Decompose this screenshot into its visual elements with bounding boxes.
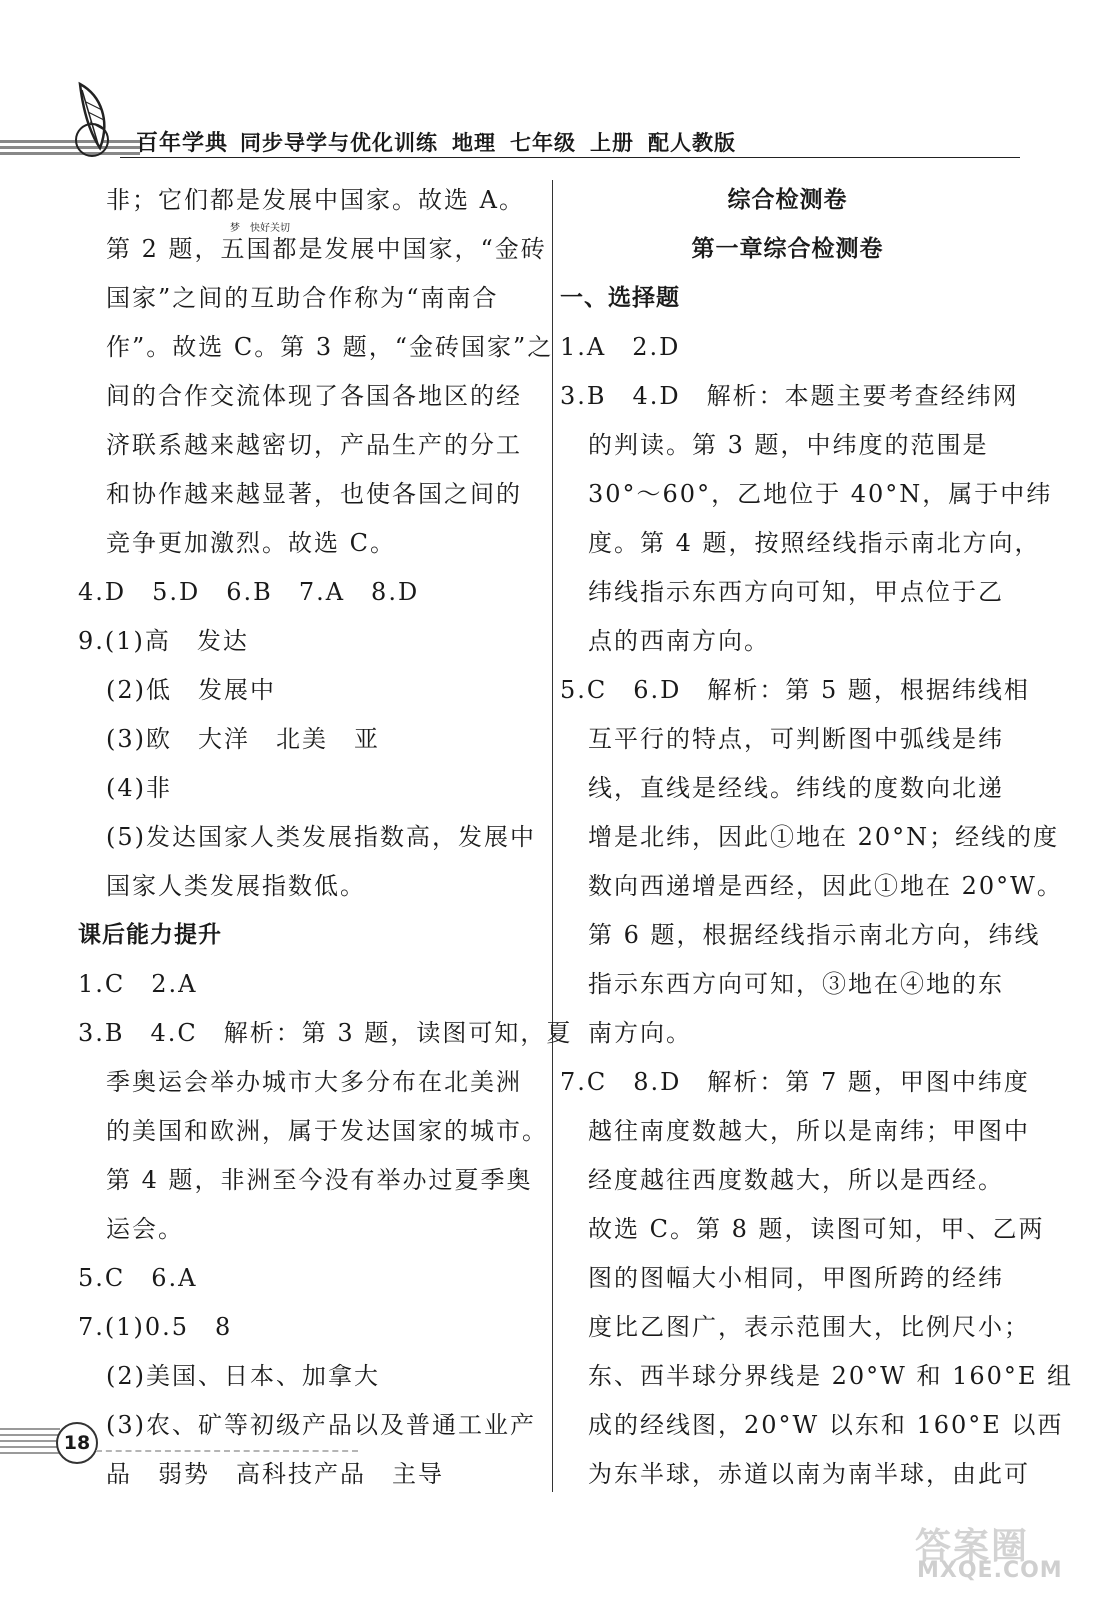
right-column-text-line: 第一章综合检测卷 — [691, 236, 884, 262]
watermark-logo: 答案圈 — [915, 1526, 1030, 1567]
quill-icon — [62, 82, 122, 160]
right-column-text-line: 南方向。 — [588, 1019, 692, 1047]
column-divider — [552, 180, 553, 1492]
right-column-text-line: 5.C 6.D 解析：第 5 题，根据纬线相 — [560, 676, 1030, 704]
left-column-text-line: 竞争更加激烈。故选 C。 — [106, 529, 396, 557]
right-column-text-line: 一、选择题 — [560, 285, 680, 311]
left-column-text-line: 非；它们都是发展中国家。故选 A。 — [106, 186, 525, 214]
header-subtitle: 同步导学与优化训练 — [240, 131, 439, 155]
left-column-text-line: 5.C 6.A — [78, 1264, 198, 1292]
right-column-text-line: 纬线指示东西方向可知，甲点位于乙 — [588, 578, 1004, 606]
right-column-text-line: 第 6 题，根据经线指示南北方向，纬线 — [588, 921, 1041, 949]
page-footer — [0, 1418, 1106, 1488]
left-column-text-line: (4)非 — [106, 774, 172, 802]
right-column — [560, 176, 1074, 1499]
header-volume: 上册 — [590, 131, 635, 155]
right-column-text-line: 1.A 2.D — [560, 333, 681, 361]
left-column-text-line: 国家”之间的互助合作称为“南南合 — [106, 284, 499, 312]
right-column-text-line: 东、西半球分界线是 20°W 和 160°E 组 — [588, 1362, 1074, 1390]
left-column-text-line: 9.(1)高 发达 — [78, 627, 249, 655]
footer-stripes — [0, 1428, 60, 1458]
left-column-text-line: (2)低 发展中 — [106, 676, 276, 704]
right-column-text-line: 为东半球，赤道以南为南半球，由此可 — [588, 1460, 1030, 1488]
left-column-text-line: (3)欧 大洋 北美 亚 — [106, 725, 380, 753]
right-column-text-line: 互平行的特点，可判断图中弧线是纬 — [588, 725, 1004, 753]
right-column-text-line: 经度越往西度数越大，所以是西经。 — [588, 1166, 1004, 1194]
left-column-text-line: 7.(1)0.5 8 — [78, 1313, 233, 1341]
header-brand: 百年学典 — [136, 131, 229, 156]
left-column-text-line: 作”。故选 C。第 3 题，“金砖国家”之 — [106, 333, 554, 361]
right-column-text-line: 图的图幅大小相同，甲图所跨的经纬 — [588, 1264, 1004, 1292]
page-number: 18 — [56, 1422, 98, 1464]
right-column-text-line: 线，直线是经线。纬线的度数向北递 — [588, 774, 1004, 802]
right-column-text-line: 数向西递增是西经，因此①地在 20°W。 — [588, 872, 1063, 900]
right-column-text-line: 指示东西方向可知，③地在④地的东 — [588, 970, 1004, 998]
left-column-text-line: 第 4 题，非洲至今没有举办过夏季奥 — [106, 1166, 533, 1194]
handwritten-annotation: 梦 快好关切 — [230, 223, 290, 234]
left-column-text-line: 课后能力提升 — [78, 922, 222, 948]
left-column-text-line: 品 弱势 高科技产品 主导 — [106, 1460, 444, 1488]
right-column-text-line: 7.C 8.D 解析：第 7 题，甲图中纬度 — [560, 1068, 1030, 1096]
right-column-text-line: 度。第 4 题，按照经线指示南北方向， — [588, 529, 1041, 557]
left-column — [78, 176, 573, 1499]
header-rule — [120, 157, 1020, 158]
header-subject: 地理 — [452, 131, 497, 155]
right-column-text-line: 30°～60°，乙地位于 40°N，属于中纬 — [588, 480, 1053, 508]
left-column-text-line: 和协作越来越显著，也使各国之间的 — [106, 480, 522, 508]
left-column-text-line: 国家人类发展指数低。 — [106, 872, 366, 900]
right-column-text-line: 点的西南方向。 — [588, 627, 770, 655]
left-column-text-line: 4.D 5.D 6.B 7.A 8.D — [78, 578, 420, 606]
watermark — [905, 1518, 1085, 1588]
right-column-text-line: 的判读。第 3 题，中纬度的范围是 — [588, 431, 989, 459]
right-column-text-line: 故选 C。第 8 题，读图可知，甲、乙两 — [588, 1215, 1045, 1243]
left-column-text-line: 的美国和欧洲，属于发达国家的城市。 — [106, 1117, 548, 1145]
left-column-text-line: 3.B 4.C 解析：第 3 题，读图可知，夏 — [78, 1019, 573, 1047]
left-column-text-line: 运会。 — [106, 1215, 184, 1243]
left-column-text-line: 济联系越来越密切，产品生产的分工 — [106, 431, 522, 459]
left-column-text-line: 季奥运会举办城市大多分布在北美洲 — [106, 1068, 522, 1096]
left-column-text-line: 第 2 题，五国都是发展中国家，“金砖 — [106, 235, 547, 263]
header-edition: 配人教版 — [648, 131, 737, 155]
left-column-text-line: 1.C 2.A — [78, 970, 198, 998]
right-column-text-line: 度比乙图广，表示范围大，比例尺小； — [588, 1313, 1030, 1341]
header-grade: 七年级 — [510, 131, 577, 155]
right-column-text-line: 3.B 4.D 解析：本题主要考查经纬网 — [560, 382, 1019, 410]
left-column-text-line: 间的合作交流体现了各国各地区的经 — [106, 382, 522, 410]
left-column-text-line: (2)美国、日本、加拿大 — [106, 1362, 380, 1390]
left-column-text-line: (5)发达国家人类发展指数高，发展中 — [106, 823, 536, 851]
right-column-text-line: 增是北纬，因此①地在 20°N；经线的度 — [588, 823, 1060, 851]
left-column-text-line: (3)农、矿等初级产品以及普通工业产 — [106, 1411, 536, 1439]
header-title — [136, 126, 736, 157]
right-column-text-line: 越往南度数越大，所以是南纬；甲图中 — [588, 1117, 1030, 1145]
watermark-url: MXQE.COM — [917, 1558, 1063, 1583]
footer-dashed-line — [96, 1450, 358, 1452]
right-column-text-line: 综合检测卷 — [727, 187, 848, 213]
right-column-text-line: 成的经线图，20°W 以东和 160°E 以西 — [588, 1411, 1064, 1439]
